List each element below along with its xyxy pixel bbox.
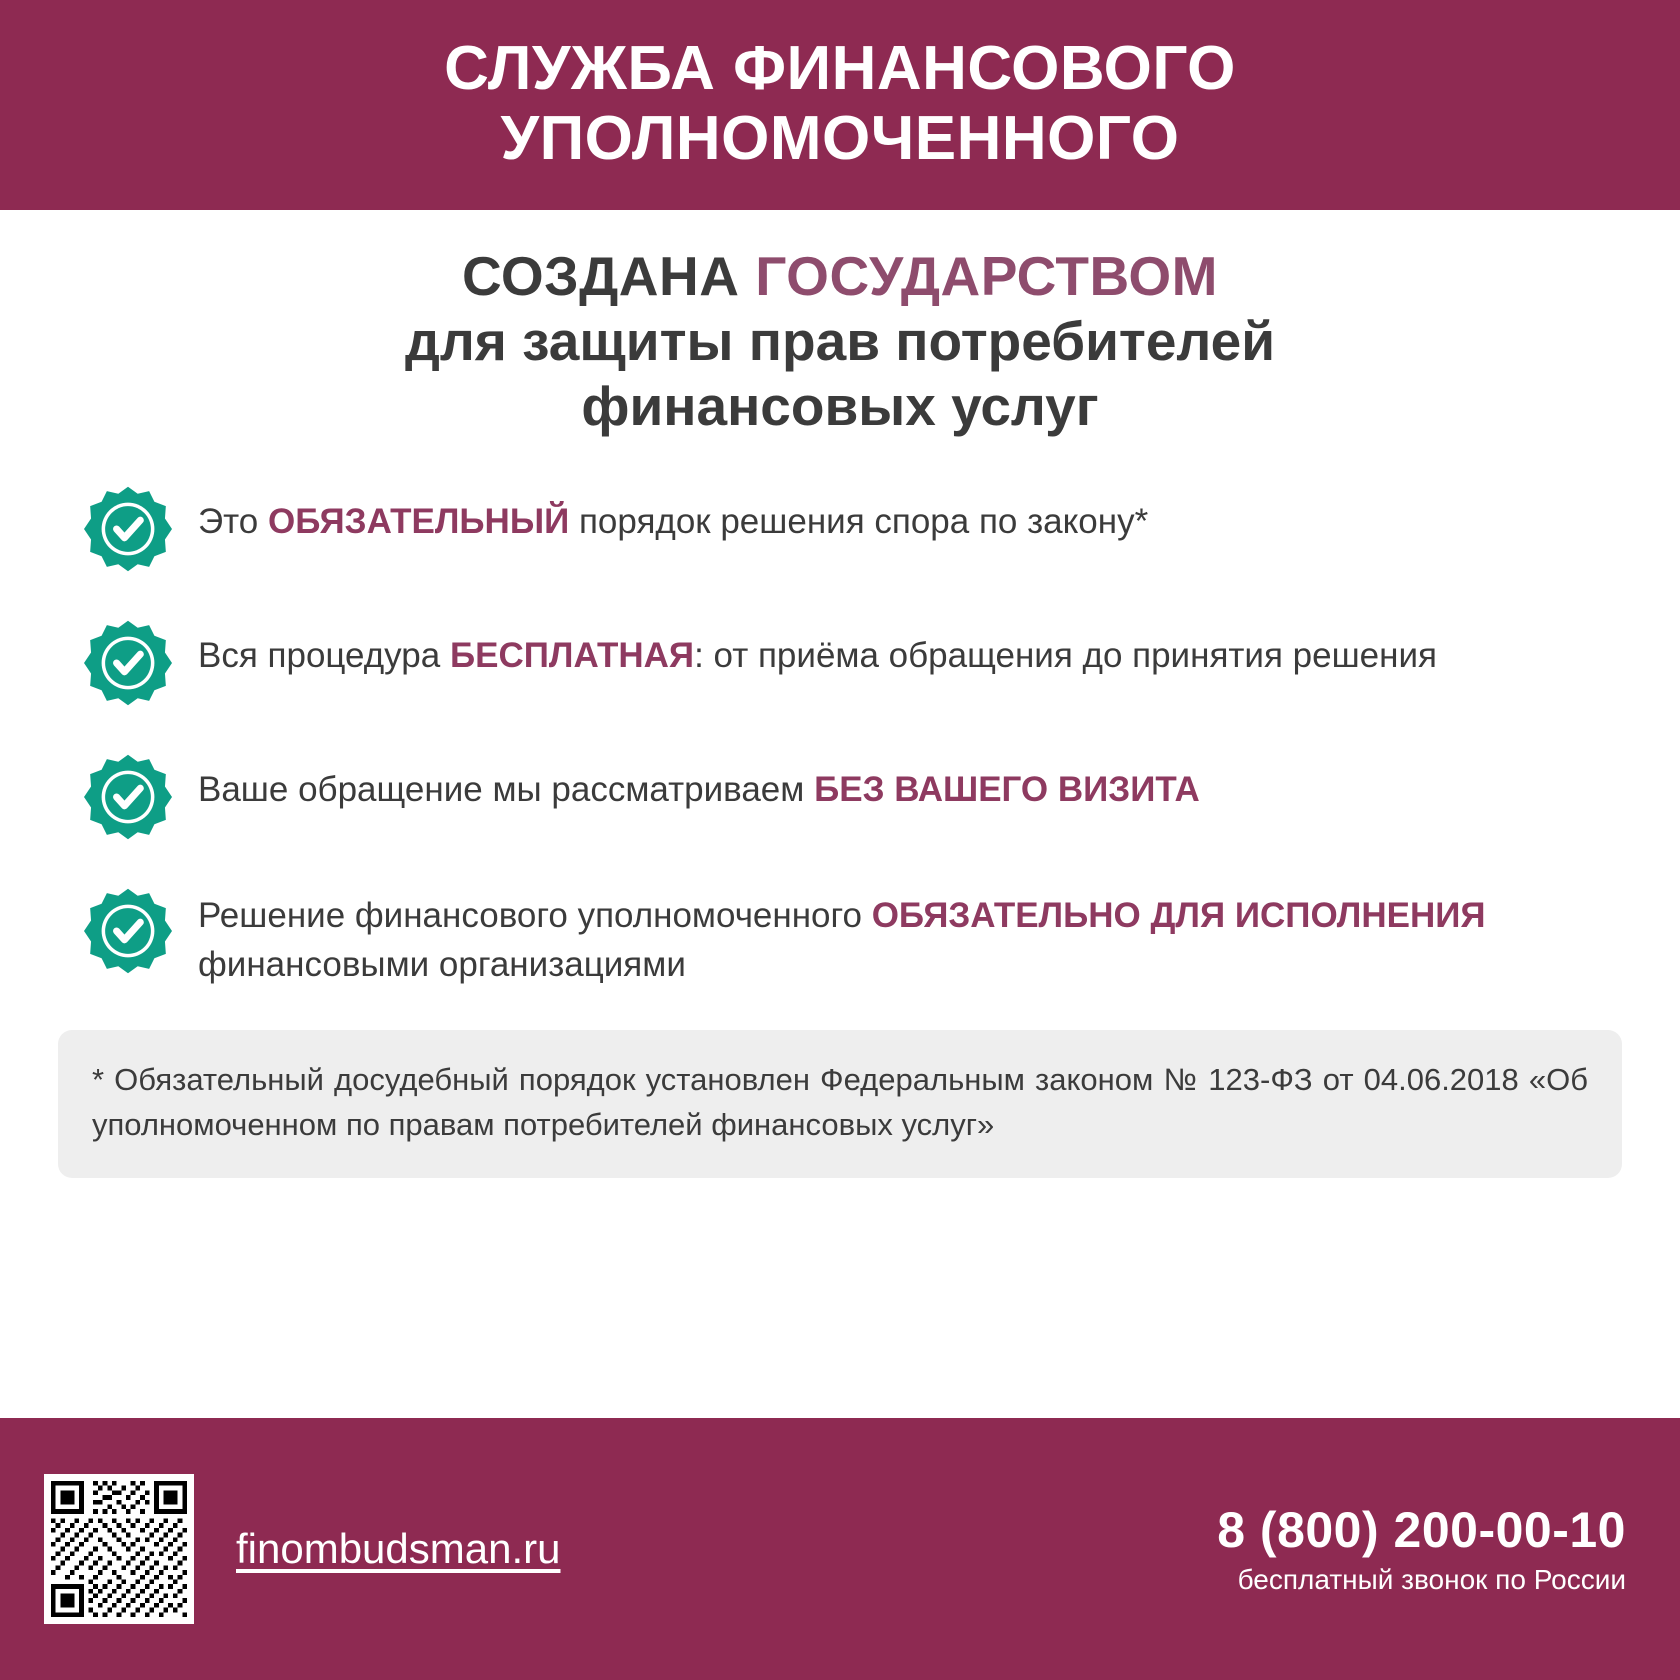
header-title-line1: СЛУЖБА ФИНАНСОВОГО xyxy=(444,34,1236,103)
bullet-text-part: Вся процедура xyxy=(198,635,450,675)
bullet-list xyxy=(46,483,1634,990)
list-item xyxy=(46,483,1634,573)
check-badge-icon xyxy=(84,753,172,841)
bullet-text xyxy=(198,483,1148,547)
footnote: * Обязательный досудебный порядок установлен Федеральным законом № 123-ФЗ от 04.06.2018 «Об уполномоченном по правам потребителей финансовых услуг» xyxy=(58,1030,1622,1178)
header xyxy=(0,0,1680,210)
bullet-text-part: порядок решения спора по закону* xyxy=(569,501,1149,541)
header-title xyxy=(40,34,1640,174)
list-item xyxy=(46,617,1634,707)
phone-note: бесплатный звонок по России xyxy=(1237,1563,1626,1595)
bullet-text-part: финансовыми организациями xyxy=(198,945,686,985)
subtitle-line1 xyxy=(46,244,1634,309)
bullet-text-highlight: БЕЗ ВАШЕГО ВИЗИТА xyxy=(814,769,1200,809)
phone-number[interactable]: 8 (800) 200-00-10 xyxy=(1217,1501,1626,1558)
subtitle-line3: финансовых услуг xyxy=(581,374,1099,437)
check-badge-icon xyxy=(84,619,172,707)
subtitle-line1-accent: ГОСУДАРСТВОМ xyxy=(755,245,1218,308)
bullet-text-highlight: ОБЯЗАТЕЛЬНЫЙ xyxy=(267,501,570,541)
subtitle-line1-part1: СОЗДАНА xyxy=(462,245,756,308)
subtitle xyxy=(46,244,1634,439)
website-link[interactable]: finombudsman.ru xyxy=(236,1525,561,1572)
list-item xyxy=(46,885,1634,990)
qr-code[interactable] xyxy=(44,1474,194,1624)
list-item xyxy=(46,751,1634,841)
bullet-text-part: : от приёма обращения до принятия решения xyxy=(694,635,1437,675)
footer xyxy=(0,1418,1680,1680)
bullet-text xyxy=(198,885,1618,990)
main-content xyxy=(0,210,1680,1386)
bullet-text-highlight: ОБЯЗАТЕЛЬНО ДЛЯ ИСПОЛНЕНИЯ xyxy=(871,895,1486,935)
contact-block xyxy=(1217,1503,1636,1596)
check-badge-icon xyxy=(84,485,172,573)
check-badge-icon xyxy=(84,887,172,975)
bullet-text xyxy=(198,751,1200,815)
bullet-text-part: Ваше обращение мы рассматриваем xyxy=(198,769,815,809)
bullet-text xyxy=(198,617,1437,681)
bullet-text-highlight: БЕСПЛАТНАЯ xyxy=(449,635,695,675)
bullet-text-part: Это xyxy=(198,501,268,541)
header-title-line2: УПОЛНОМОЧЕННОГО xyxy=(500,104,1180,174)
subtitle-line2: для защиты прав потребителей xyxy=(404,309,1276,372)
bullet-text-part: Решение финансового уполномоченного xyxy=(198,895,872,935)
